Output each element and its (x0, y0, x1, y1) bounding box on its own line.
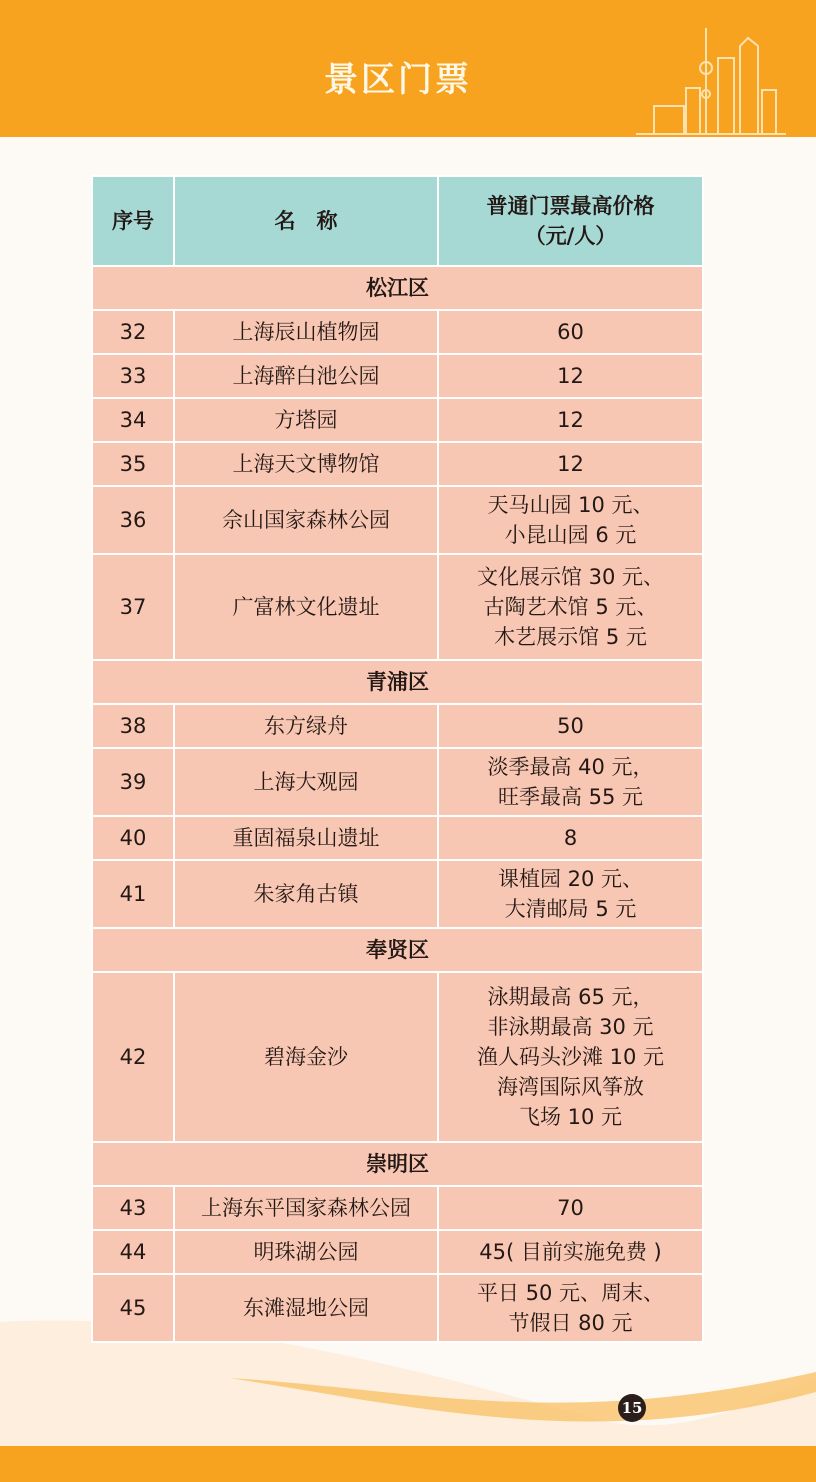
table-row (92, 310, 703, 354)
ticket-price (438, 1186, 703, 1230)
table-row (92, 354, 703, 398)
ticket-price (438, 748, 703, 816)
ticket-price-line: 淡季最高 40 元， (487, 755, 654, 779)
row-number: 41 (92, 860, 174, 928)
column-header-price (438, 176, 703, 266)
ticket-price (438, 354, 703, 398)
footer-banner (0, 1446, 816, 1482)
column-header-price-line1: 普通门票最高价格 (486, 194, 655, 218)
ticket-price-line: 小昆山园 6 元 (504, 523, 637, 547)
ticket-price-line: 8 (563, 826, 578, 850)
ticket-price-line: 渔人码头沙滩 10 元 (476, 1045, 665, 1069)
row-number: 32 (92, 310, 174, 354)
table-row (92, 1230, 703, 1274)
table-row (92, 704, 703, 748)
skyline-icon (636, 28, 786, 136)
row-number: 34 (92, 398, 174, 442)
row-number: 40 (92, 816, 174, 860)
ticket-price-line: 节假日 80 元 (508, 1311, 633, 1335)
ticket-price-line: 非泳期最高 30 元 (487, 1015, 654, 1039)
district-label: 松江区 (92, 266, 703, 310)
district-row (92, 660, 703, 704)
district-row (92, 1142, 703, 1186)
district-label: 青浦区 (92, 660, 703, 704)
ticket-price-line: 泳期最高 65 元， (487, 985, 654, 1009)
ticket-price (438, 486, 703, 554)
table-row (92, 486, 703, 554)
district-row (92, 928, 703, 972)
table-row (92, 860, 703, 928)
ticket-price (438, 816, 703, 860)
ticket-price-line: 木艺展示馆 5 元 (494, 625, 647, 649)
ticket-price-line: 海湾国际风筝放 (497, 1075, 644, 1099)
ticket-price-line: 50 (557, 714, 584, 738)
column-header-price-line2: （元/人） (524, 224, 617, 248)
scenic-spot-name: 上海东平国家森林公园 (174, 1186, 438, 1230)
district-label: 崇明区 (92, 1142, 703, 1186)
scenic-spot-name: 方塔园 (174, 398, 438, 442)
ticket-price-line: 45( 目前实施免费 ) (479, 1240, 662, 1264)
column-header-name: 名 称 (174, 176, 438, 266)
scenic-spot-name: 佘山国家森林公园 (174, 486, 438, 554)
ticket-price-line: 课植园 20 元、 (497, 867, 644, 891)
table-row (92, 554, 703, 660)
ticket-price-line: 旺季最高 55 元 (497, 785, 644, 809)
ticket-price (438, 442, 703, 486)
scenic-spot-name: 朱家角古镇 (174, 860, 438, 928)
scenic-spot-name: 广富林文化遗址 (174, 554, 438, 660)
table-row (92, 1274, 703, 1342)
row-number: 42 (92, 972, 174, 1142)
ticket-price (438, 310, 703, 354)
ticket-price (438, 398, 703, 442)
table-row (92, 398, 703, 442)
scenic-spot-name: 上海天文博物馆 (174, 442, 438, 486)
ticket-price-table (91, 175, 702, 1343)
scenic-spot-name: 东滩湿地公园 (174, 1274, 438, 1342)
ticket-price (438, 704, 703, 748)
ticket-price-line: 12 (557, 408, 584, 432)
row-number: 43 (92, 1186, 174, 1230)
row-number: 33 (92, 354, 174, 398)
ticket-price-line: 古陶艺术馆 5 元、 (483, 595, 658, 619)
ticket-price (438, 972, 703, 1142)
page-title: 景区门票 (324, 60, 472, 100)
header-banner (0, 0, 816, 137)
table-row (92, 816, 703, 860)
scenic-spot-name: 上海大观园 (174, 748, 438, 816)
table-row (92, 442, 703, 486)
ticket-price-line: 天马山园 10 元、 (487, 493, 654, 517)
scenic-spot-name: 东方绿舟 (174, 704, 438, 748)
row-number: 38 (92, 704, 174, 748)
row-number: 35 (92, 442, 174, 486)
scenic-spot-name: 碧海金沙 (174, 972, 438, 1142)
row-number: 45 (92, 1274, 174, 1342)
ticket-price-line: 12 (557, 364, 584, 388)
row-number: 44 (92, 1230, 174, 1274)
ticket-price (438, 1274, 703, 1342)
scenic-spot-name: 重固福泉山遗址 (174, 816, 438, 860)
ticket-price (438, 554, 703, 660)
row-number: 36 (92, 486, 174, 554)
scenic-spot-name: 上海醉白池公园 (174, 354, 438, 398)
ticket-price-line: 平日 50 元、周末、 (476, 1281, 665, 1305)
ticket-price-line: 60 (557, 320, 584, 344)
ticket-price-line: 文化展示馆 30 元、 (476, 565, 665, 589)
scenic-spot-name: 上海辰山植物园 (174, 310, 438, 354)
ticket-price-line: 飞场 10 元 (518, 1105, 623, 1129)
table-header-row (92, 176, 703, 266)
table-row (92, 1186, 703, 1230)
district-label: 奉贤区 (92, 928, 703, 972)
scenic-spot-name: 明珠湖公园 (174, 1230, 438, 1274)
ticket-price-line: 大清邮局 5 元 (504, 897, 637, 921)
column-header-number: 序号 (92, 176, 174, 266)
page-number-badge: 15 (618, 1394, 646, 1422)
row-number: 37 (92, 554, 174, 660)
district-row (92, 266, 703, 310)
row-number: 39 (92, 748, 174, 816)
ticket-price (438, 1230, 703, 1274)
ticket-price (438, 860, 703, 928)
ticket-price-line: 70 (557, 1196, 584, 1220)
table-row (92, 972, 703, 1142)
table-row (92, 748, 703, 816)
ticket-price-line: 12 (557, 452, 584, 476)
